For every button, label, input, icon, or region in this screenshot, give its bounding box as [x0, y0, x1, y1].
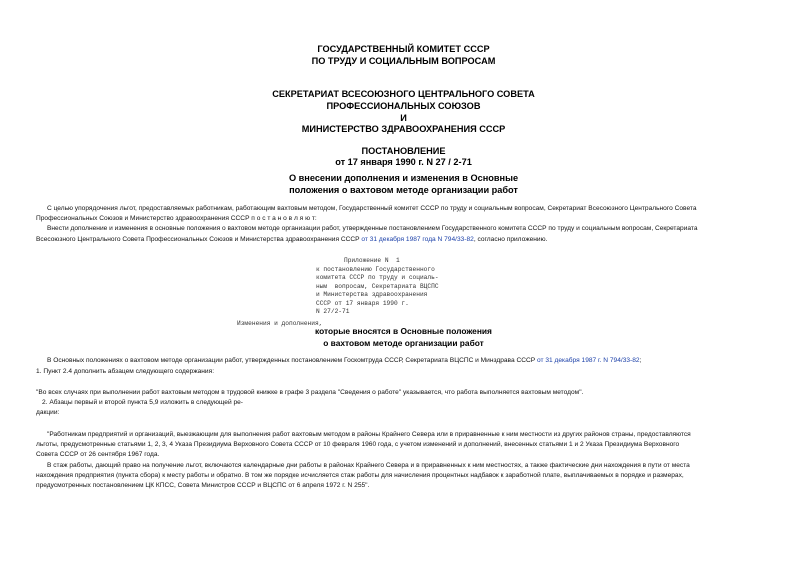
appendix-number: Приложение N 1	[344, 257, 400, 264]
appendix-ref-line-5: СССР от 17 января 1990 г.	[316, 300, 409, 307]
document-date-number: от 17 января 1990 г. N 27 / 2-71	[335, 157, 472, 167]
quote-1-line-2: льготы, предусмотренные статьями 1, 2, 3, 4 Указа Президиума Верховного Совета СССР от 10 февраля 1960 года, с учетом изменений и дополнений, внесенных статьями 1 и 2 Указа Президиума Верховного	[36, 441, 680, 448]
preamble-paragraph-2-line-1: Внести дополнение и изменения в основные положения о вахтовом методе организации работ, утвержденные постановлением Государственного комитета СССР по труду и социальным вопросам, Секретариата	[47, 225, 698, 232]
quote-1-line-3: Совета СССР от 26 сентября 1967 года.	[36, 451, 160, 458]
secretariat-name-line-1: СЕКРЕТАРИАТ ВСЕСОЮЗНОГО ЦЕНТРАЛЬНОГО СОВЕТА	[272, 89, 535, 99]
document-title-line-1: О внесении дополнения и изменения в Основные	[288, 173, 519, 183]
appendix-ref-line-4: и Министерства здравоохранения	[316, 291, 428, 298]
quote-2-line-3: предусмотренных постановлением ЦК КПСС, Совета Министров СССР и ВЦСПС от 6 апреля 1972 г. N 255".	[36, 482, 370, 489]
body-item-1: 1. Пункт 2.4 дополнить абзацем следующего содержания:	[36, 368, 215, 375]
preamble-text-end: , согласно приложению.	[473, 236, 548, 243]
preamble-text: Всесоюзного Центрального Совета Профессиональных Союзов и Министерства здравоохранения СССР	[36, 236, 362, 243]
decree-link-1987-short[interactable]: от 31 декабря 1987 г. N 794/33-82	[537, 357, 640, 364]
body-intro-text: В Основных положениях о вахтовом методе организации работ, утвержденных постановлением Госкомтруда СССР, Секретариата ВЦСПС и Минздрава СССР	[47, 357, 537, 364]
preamble-paragraph-2-line-2	[36, 235, 547, 245]
conjunction-and: И	[400, 113, 407, 123]
body-intro	[47, 356, 641, 366]
body-item-2-line-2: дакции:	[36, 409, 60, 416]
appendix-ref-line-6: N 27/2-71	[316, 308, 350, 315]
document-type: ПОСТАНОВЛЕНИЕ	[361, 146, 446, 156]
committee-name-line-1: ГОСУДАРСТВЕННЫЙ КОМИТЕТ СССР	[317, 44, 490, 54]
appendix-heading-line-2: о вахтовом методе организации работ	[323, 338, 484, 348]
body-item-2-line-1: 2. Абзацы первый и второй пункта 5,9 изложить в следующей ре-	[42, 399, 243, 406]
body-quote-workbook: "Во всех случаях при выполнении работ вахтовым методом в трудовой книжке в графе 3 раздела "Сведения о работе" указывается, что работа выполняется вахтовым методом".	[36, 389, 584, 396]
committee-name-line-2: ПО ТРУДУ И СОЦИАЛЬНЫМ ВОПРОСАМ	[311, 56, 496, 66]
appendix-ref-line-2: комитета СССР по труду и социаль-	[316, 274, 439, 281]
quote-2-line-2: нахождения предприятия (пункта сбора) к месту работы и обратно. В том же порядке исчисляется стаж работы для начисления процентных надбавок к заработной плате, выплачиваемых в порядке и размерах,	[36, 472, 684, 479]
quote-1-line-1: "Работникам предприятий и организаций, выезжающим для выполнения работ вахтовым методом в районы Крайнего Севера или в приравненные к ним местности из других районов страны, предоставляются	[47, 431, 691, 438]
appendix-ref-line-1: к постановлению Государственного	[316, 266, 435, 273]
appendix-heading-line-1: которые вносятся в Основные положения	[315, 326, 492, 336]
body-intro-end: ;	[639, 357, 642, 364]
changes-label: Изменения и дополнения,	[237, 320, 323, 327]
preamble-paragraph-1-line-1: С целью упорядочения льгот, предоставляемых работникам, работающим вахтовым методом, Государственный комитет СССР по труду и социальным вопросам, Секретариат Всесоюзного Центрального Совета	[47, 205, 697, 212]
appendix-ref-line-3: ным вопросам, Секретариата ВЦСПС	[316, 283, 439, 290]
quote-2-line-1: В стаж работы, дающий право на получение льгот, включаются календарные дни работы в районах Крайнего Севера и в приравненных к ним местностях, а также фактические дни нахождения в пути от места	[47, 462, 690, 469]
decree-link-1987[interactable]: от 31 декабря 1987 года N 794/33-82	[361, 236, 474, 243]
secretariat-name-line-2: ПРОФЕССИОНАЛЬНЫХ СОЮЗОВ	[326, 101, 481, 111]
ministry-name: МИНИСТЕРСТВО ЗДРАВООХРАНЕНИЯ СССР	[301, 124, 506, 134]
preamble-paragraph-1-line-2: Профессиональных Союзов и Министерство здравоохранения СССР п о с т а н о в л я ю т:	[36, 215, 317, 222]
document-title-line-2: положения о вахтовом методе организации работ	[289, 185, 518, 195]
